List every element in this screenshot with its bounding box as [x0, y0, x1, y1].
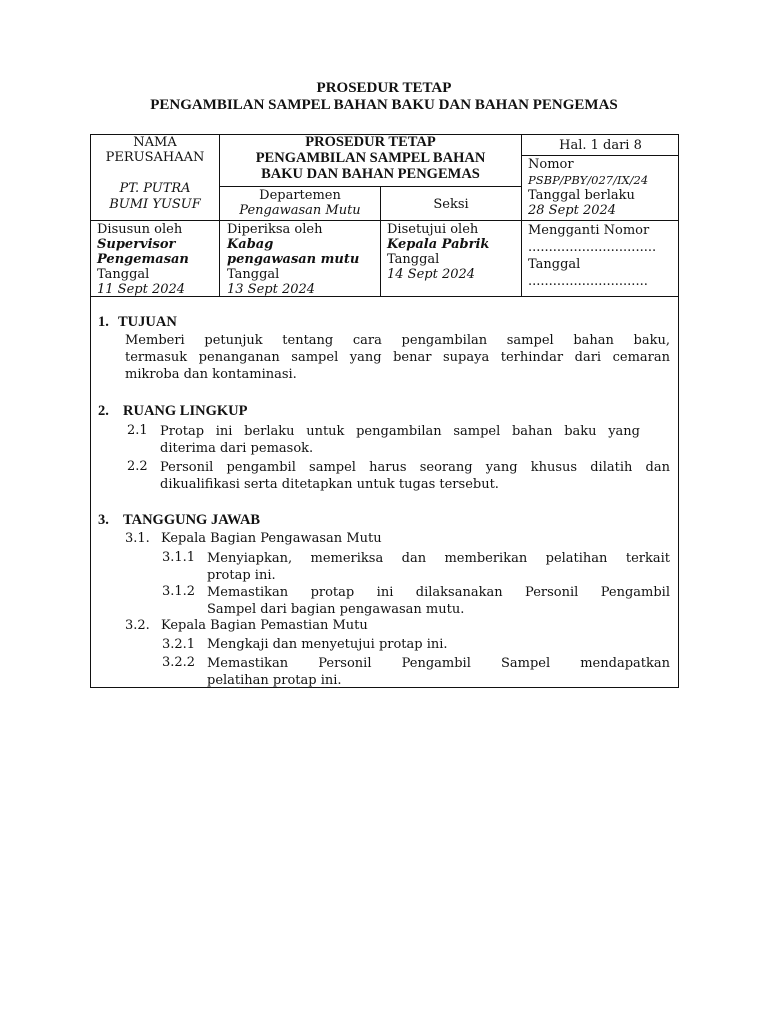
- item-2-2-text: [160, 459, 670, 493]
- item-2-1-line-2: diterima dari pemasok.: [160, 441, 314, 456]
- section-3-heading: TANGGUNG JAWAB: [123, 512, 261, 528]
- checked-label: Diperiksa oleh: [227, 222, 323, 237]
- section-2-number: 2.: [98, 403, 109, 419]
- sub-3-2-number: 3.2.: [125, 618, 150, 633]
- grid-line: [219, 186, 521, 187]
- sub-3-1-number: 3.1.: [125, 531, 150, 546]
- number-label: Nomor: [528, 157, 574, 172]
- item-3-1-1-text: [207, 550, 670, 584]
- procedure-title: [220, 134, 521, 182]
- item-3-2-2-line-2: pelatihan protap ini.: [207, 673, 342, 688]
- item-2-1-number: 2.1: [127, 423, 148, 438]
- grid-line: [521, 155, 679, 156]
- section-1-line-1: Memberi petunjuk tentang cara pengambilan sampel bahan baku,: [125, 333, 670, 348]
- approved-date: 14 Sept 2024: [387, 267, 476, 282]
- checked-by-block: [227, 222, 379, 297]
- approved-date-label: Tanggal: [387, 252, 440, 267]
- grid-line: [521, 134, 522, 297]
- item-3-1-1-line-1: Menyiapkan, memeriksa dan memberikan pelatihan terkait: [207, 551, 670, 566]
- item-3-2-1-text: Mengkaji dan menyetujui protap ini.: [207, 637, 448, 652]
- item-2-1-line-1: Protap ini berlaku untuk pengambilan sampel bahan baku yang: [160, 424, 640, 439]
- document-title-line-1: PROSEDUR TETAP: [316, 80, 452, 96]
- item-3-1-1-number: 3.1.1: [162, 550, 196, 565]
- replaces-label: Mengganti Nomor: [528, 223, 650, 238]
- section-1-body: [125, 332, 670, 383]
- item-3-1-2-number: 3.1.2: [162, 584, 196, 599]
- section-1-heading: TUJUAN: [118, 314, 177, 330]
- section-1-line-2: termasuk penanganan sampel yang benar supaya terhindar dari cemaran: [125, 350, 670, 365]
- prepared-date: 11 Sept 2024: [97, 282, 186, 297]
- item-3-2-2-number: 3.2.2: [162, 655, 196, 670]
- approved-by-block: [387, 222, 520, 282]
- department-value: Pengawasan Mutu: [239, 203, 361, 218]
- checked-by-line-1: Kabag: [227, 237, 274, 252]
- section-label: Seksi: [433, 197, 469, 212]
- item-3-1-2-line-2: Sampel dari bagian pengawasan mutu.: [207, 602, 465, 617]
- grid-line: [90, 220, 679, 221]
- sub-3-1-title: Kepala Bagian Pengawasan Mutu: [161, 531, 382, 546]
- item-3-1-2-line-1: Memastikan protap ini dilaksanakan Personil Pengambil: [207, 585, 670, 600]
- section-1-number: 1.: [98, 314, 109, 330]
- prepared-by-line-1: Supervisor: [97, 237, 176, 252]
- item-3-2-2-line-1: Memastikan Personil Pengambil Sampel mendapatkan: [207, 656, 670, 671]
- number-value: PSBP/PBY/027/IX/24: [528, 173, 649, 187]
- prepared-date-label: Tanggal: [97, 267, 150, 282]
- approved-label: Disetujui oleh: [387, 222, 479, 237]
- item-3-2-1-number: 3.2.1: [162, 637, 196, 652]
- replaces-value: ...............................: [528, 240, 657, 255]
- section-2-heading: RUANG LINGKUP: [123, 403, 248, 419]
- item-2-2-line-1: Personil pengambil sampel harus seorang yang khusus dilatih dan: [160, 460, 670, 475]
- company-label-line-2: PERUSAHAAN: [105, 150, 205, 165]
- procedure-title-line-1: PROSEDUR TETAP: [305, 134, 436, 150]
- replaces-date-value: .............................: [528, 274, 648, 289]
- prepared-by-line-2: Pengemasan: [97, 252, 189, 267]
- item-3-1-1-line-2: protap ini.: [207, 568, 276, 583]
- checked-date: 13 Sept 2024: [227, 282, 316, 297]
- replaces-date-label: Tanggal: [528, 257, 581, 272]
- company-label: [90, 135, 220, 165]
- page-info: Hal. 1 dari 8: [559, 138, 642, 153]
- effective-date-value: 28 Sept 2024: [528, 203, 617, 218]
- department-label: Departemen: [259, 188, 341, 203]
- section-3-number: 3.: [98, 512, 109, 528]
- checked-by-line-2: pengawasan mutu: [227, 252, 360, 267]
- company-name-line-1: PT. PUTRA: [119, 181, 191, 196]
- effective-date-label: Tanggal berlaku: [528, 188, 635, 203]
- item-3-2-2-text: [207, 655, 670, 689]
- section-1-line-3: mikroba dan kontaminasi.: [125, 367, 297, 382]
- item-2-2-line-2: dikualifikasi serta ditetapkan untuk tugas tersebut.: [160, 477, 499, 492]
- approved-by: Kepala Pabrik: [387, 237, 490, 252]
- document-title-line-2: PENGAMBILAN SAMPEL BAHAN BAKU DAN BAHAN PENGEMAS: [150, 97, 618, 113]
- replaces-block: [528, 222, 678, 290]
- company-name-line-2: BUMI YUSUF: [109, 197, 201, 212]
- checked-date-label: Tanggal: [227, 267, 280, 282]
- prepared-by-block: [97, 222, 219, 297]
- procedure-title-line-3: BAKU DAN BAHAN PENGEMAS: [261, 166, 480, 182]
- item-3-1-2-text: [207, 584, 670, 618]
- procedure-title-line-2: PENGAMBILAN SAMPEL BAHAN: [255, 150, 486, 166]
- item-2-2-number: 2.2: [127, 459, 148, 474]
- item-2-1-text: [160, 423, 640, 457]
- prepared-label: Disusun oleh: [97, 222, 183, 237]
- sub-3-2-title: Kepala Bagian Pemastian Mutu: [161, 618, 368, 633]
- company-name: [90, 181, 220, 213]
- company-label-line-1: NAMA: [133, 135, 177, 150]
